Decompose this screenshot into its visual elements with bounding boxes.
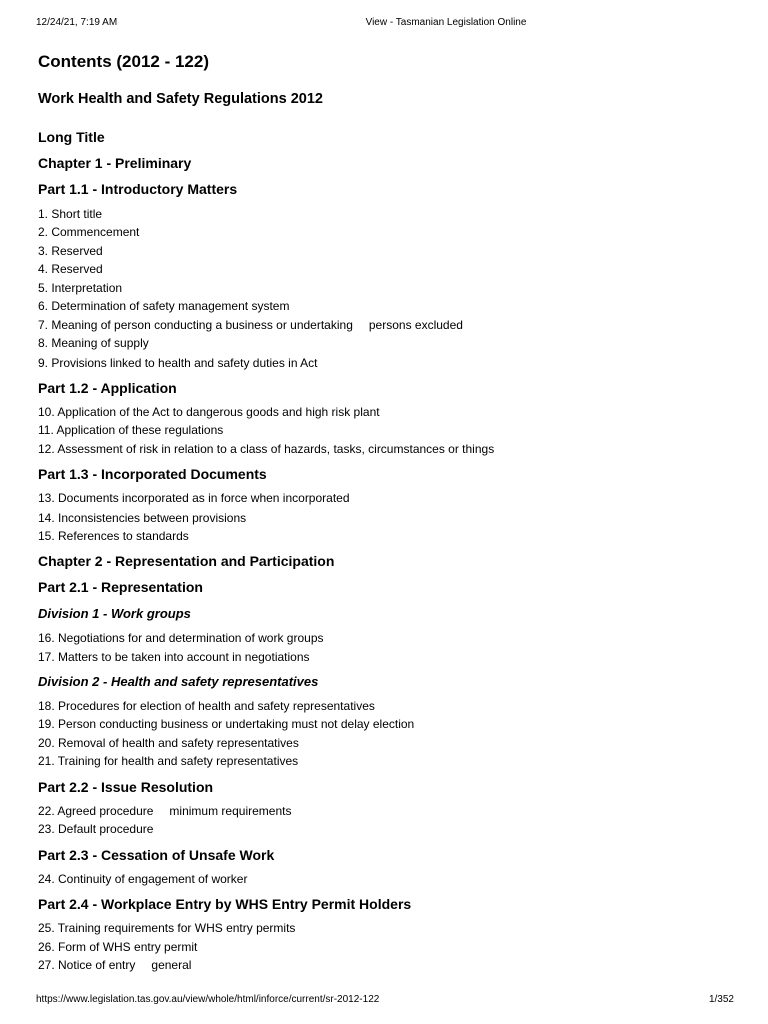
print-page-title: View - Tasmanian Legislation Online <box>365 17 527 28</box>
toc-entry-subtext: minimum requirements <box>169 804 292 818</box>
page-number: 1/352 <box>708 994 734 1005</box>
toc-entry-text: Part 2.4 - Workplace Entry by WHS Entry Permit Holders <box>38 896 412 912</box>
toc-link[interactable] <box>38 423 223 437</box>
toc-entry-text: 21. Training for health and safety representatives <box>38 754 299 768</box>
toc-link[interactable] <box>38 958 191 972</box>
toc-entry-text: Part 1.1 - Introductory Matters <box>38 181 238 197</box>
toc-entry-text: Chapter 2 - Representation and Participation <box>38 553 335 569</box>
toc-link[interactable] <box>38 921 295 935</box>
toc-link[interactable] <box>38 804 291 818</box>
toc-link[interactable] <box>38 356 318 370</box>
toc-entry-text: Chapter 1 - Preliminary <box>38 155 192 171</box>
toc-entry-text: Part 1.3 - Incorporated Documents <box>38 466 267 482</box>
toc-entry-text: Division 1 - Work groups <box>38 606 191 621</box>
toc-entry-text: Division 2 - Health and safety representatives <box>38 674 319 689</box>
toc-heading[interactable] <box>38 155 191 171</box>
toc-entry-text: 8. Meaning of supply <box>38 336 149 350</box>
toc-entry-subtext: general <box>151 958 192 972</box>
toc-entry-text: 5. Interpretation <box>38 281 123 295</box>
page-title: Contents (2012 - 122) <box>38 52 209 71</box>
toc-entry-text: 14. Inconsistencies between provisions <box>38 511 247 525</box>
toc-entry-text: Part 2.2 - Issue Resolution <box>38 779 214 795</box>
toc-entry-text: 23. Default procedure <box>38 822 154 836</box>
toc-entry-text: 3. Reserved <box>38 244 103 258</box>
toc-link[interactable] <box>38 529 189 543</box>
toc-entry-text: Part 2.3 - Cessation of Unsafe Work <box>38 847 275 863</box>
toc-link[interactable] <box>38 717 414 731</box>
toc-division[interactable] <box>38 606 191 621</box>
toc-link[interactable] <box>38 631 324 645</box>
toc-link[interactable] <box>38 699 375 713</box>
toc-entry-text: 27. Notice of entry <box>38 958 136 972</box>
toc-link[interactable] <box>38 754 298 768</box>
toc-link[interactable] <box>38 511 246 525</box>
toc-heading[interactable] <box>38 466 267 482</box>
toc-link[interactable] <box>38 872 247 886</box>
toc-entry-text: 18. Procedures for election of health and safety representatives <box>38 699 375 713</box>
toc-entry-text: 15. References to standards <box>38 529 189 543</box>
toc-entry-text: 1. Short title <box>38 207 103 221</box>
toc-entry-text: 17. Matters to be taken into account in negotiations <box>38 650 310 664</box>
toc-entry-text: 9. Provisions linked to health and safety duties in Act <box>38 356 318 370</box>
toc-entry-subtext: persons excluded <box>368 318 463 332</box>
toc-link[interactable] <box>38 650 310 664</box>
toc-entry-text: 6. Determination of safety management system <box>38 299 290 313</box>
toc-heading[interactable] <box>38 579 203 595</box>
toc-division[interactable] <box>38 674 318 689</box>
toc-heading[interactable] <box>38 779 213 795</box>
toc-link[interactable] <box>38 736 299 750</box>
toc-link[interactable] <box>38 318 463 332</box>
toc-entry-text: 24. Continuity of engagement of worker <box>38 872 248 886</box>
toc-link[interactable] <box>38 822 153 836</box>
toc-entry-text: 13. Documents incorporated as in force when incorporated <box>38 491 350 505</box>
toc-link[interactable] <box>38 442 494 456</box>
toc-heading[interactable] <box>38 847 274 863</box>
toc-heading[interactable] <box>38 181 237 197</box>
toc-entry-text: 11. Application of these regulations <box>38 423 224 437</box>
toc-link[interactable] <box>38 940 197 954</box>
toc-entry-text: 22. Agreed procedure <box>38 804 154 818</box>
toc-entry-text: 20. Removal of health and safety representatives <box>38 736 299 750</box>
toc-entry-text: 7. Meaning of person conducting a business or undertaking <box>38 318 353 332</box>
print-url: https://www.legislation.tas.gov.au/view/whole/html/inforce/current/sr-2012-122 <box>36 994 380 1005</box>
toc-link[interactable] <box>38 244 103 258</box>
document-title: Work Health and Safety Regulations 2012 <box>38 91 323 107</box>
toc-heading[interactable] <box>38 896 411 912</box>
toc-entry-text: 19. Person conducting business or undertaking must not delay election <box>38 717 415 731</box>
toc-entry-text: Part 1.2 - Application <box>38 380 177 396</box>
toc-link[interactable] <box>38 207 102 221</box>
toc-link[interactable] <box>38 405 380 419</box>
toc-link[interactable] <box>38 281 122 295</box>
toc-heading[interactable] <box>38 380 177 396</box>
print-header <box>0 17 768 31</box>
toc-heading[interactable] <box>38 129 105 145</box>
print-datetime: 12/24/21, 7:19 AM <box>36 17 118 28</box>
toc-link[interactable] <box>38 262 103 276</box>
toc-entry-text: 2. Commencement <box>38 225 140 239</box>
toc-entry-text: 4. Reserved <box>38 262 103 276</box>
toc-link[interactable] <box>38 299 289 313</box>
toc-link[interactable] <box>38 491 350 505</box>
toc-heading[interactable] <box>38 553 334 569</box>
toc-link[interactable] <box>38 225 139 239</box>
toc-link[interactable] <box>38 336 149 350</box>
toc-entry-text: 26. Form of WHS entry permit <box>38 940 198 954</box>
toc-entry-text: Long Title <box>38 129 105 145</box>
toc-entry-text: 25. Training requirements for WHS entry permits <box>38 921 296 935</box>
toc-entry-text: 12. Assessment of risk in relation to a class of hazards, tasks, circumstances or things <box>38 442 495 456</box>
toc-entry-text: Part 2.1 - Representation <box>38 579 203 595</box>
toc-entry-text: 16. Negotiations for and determination of work groups <box>38 631 324 645</box>
toc-entry-text: 10. Application of the Act to dangerous goods and high risk plant <box>38 405 380 419</box>
